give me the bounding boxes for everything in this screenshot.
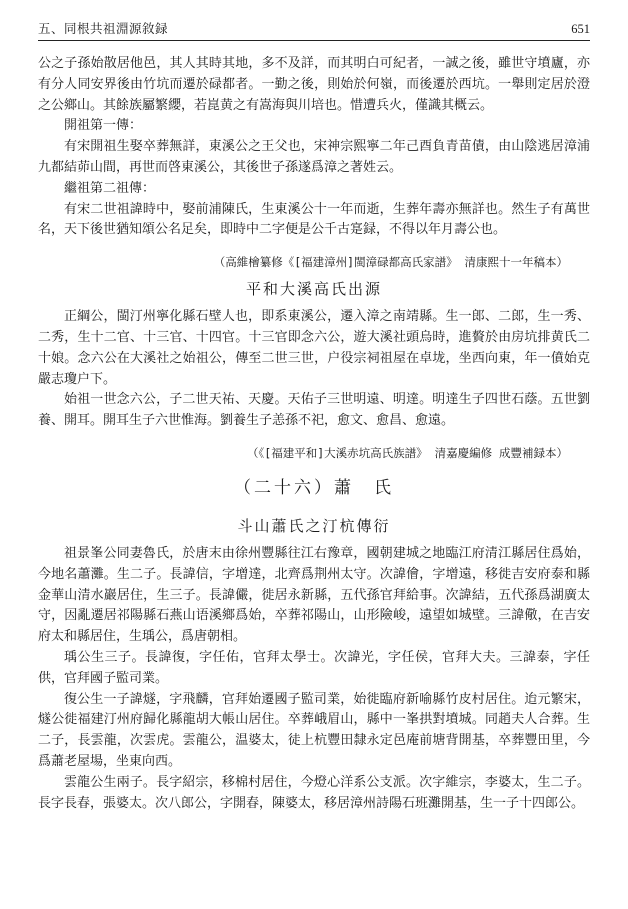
chapter-heading: （二十六）蕭 氏 xyxy=(234,477,394,498)
subheading: 開祖第一傳： xyxy=(64,118,143,134)
page-content xyxy=(38,54,590,814)
section-title: 五、同根共祖淵源敘録 xyxy=(38,21,169,36)
section-heading: 斗山蕭氏之汀杭傳衍 xyxy=(237,516,391,535)
paragraph: 雲龍公生兩子。長字紹宗，移棉村居住，今燈心洋系公支派。次字維宗，李婆太，生二子。長字長春，張婆太。次八郎公，字開春，陳婆太，移居漳州詩陽石班灘開基，生一子十四郎公。 xyxy=(38,774,590,811)
paragraph: 有宋二世祖諱時中，娶前浦陳氏，生東溪公十一年而逝，生葬年壽亦無詳也。然生子有萬世名，天下後世猶知頌公名足矣，即時中二字便是公千古寔録，不得以年月壽公也。 xyxy=(38,201,590,238)
paragraph: 正綱公，閩汀州寧化縣石壁人也，即系東溪公，遷入漳之南靖縣。生一郎、二郎，生一秀、二秀，生十二官、十三官、十四官。十三官即念六公，遊大溪社頭烏時，進贅於由房坑排黄氏二十娘。念六公在大溪社之始祖公，傳至二世三世，户役宗祠祖屋在卓垅，坐西向東，年一僨始克嚴志瓊户下。 xyxy=(38,309,590,387)
paragraph: 始祖一世念六公，子二世天祐、天慶。天佑子三世明遠、明達。明達生子四世石蔭。五世劉養、開耳。開耳生子六世惟海。劉養生子恙孫不祀，愈文、愈昌、愈遠。 xyxy=(38,392,590,429)
page-number: 651 xyxy=(571,22,590,36)
paragraph: 公之子孫始散居他邑，其人其時其地，多不及詳，而其明白可紀者，一誠之後，雖世守墳廬，亦有分人同安界後由竹坑而遷於碌都者。一勤之後，則始於何嶺，而後遷於西坑。一舉則定居於澄之公鄉山。其餘族屬繁纓，若崑黄之有嵩海與川培也。惜遭兵火，僅識其概云。 xyxy=(38,56,590,113)
subheading: 繼祖第二祖傳： xyxy=(64,180,156,196)
source-citation: （《[福建平和]大溪赤坑高氏族譜》 清嘉慶編修 成豐補録本） xyxy=(247,445,568,460)
paragraph: 復公生一子諱燧，字飛麟，官拜始遷國子監司業，始徙臨府新喻縣竹皮村居住。迨元繁宋，燧公徙福建汀州府歸化縣龍胡大帳山居住。卒葬峨眉山，縣中一峯拱對墳城。同趙夫人合葬。生二子，長雲龍，次雲虎。雲龍公，温婆太，徒上杭豐田隸永定邑庵前塘背開基，卒葬豐田里，今爲蕭老屋場，坐東向西。 xyxy=(38,691,590,769)
paragraph: 有宋開祖生娶卒葬無詳，東溪公之王父也，宋神宗熙寧二年己酉負青苗債，由山陰逃居漳浦九都結茆山間，再世而啓東溪公，其後世子孫遂爲漳之著姓云。 xyxy=(38,139,590,175)
running-header xyxy=(38,18,590,41)
paragraph: 祖景峯公同妻魯氏，於唐末由徐州豐縣往江右豫章，國朝建城之地臨江府清江縣居住爲始，今地名蕭灘。生二子。長諱信，字增達，北齊爲荆州太守。次諱儈，字增遠，移徙吉安府泰和縣金華山清水巖居住，生三子。長諱儼，徙居永新縣，五代孫官拜給事。次諱結，五代孫爲湖廣太守，因亂遷居祁陽縣石燕山语溪鄉爲始，卒葬祁陽山，山形險峻，遠望如城壁。三諱儆，在吉安府太和縣居住，生瑀公，爲唐朝相。 xyxy=(38,545,590,645)
source-citation: （高維檜纂修《[福建漳州]閩漳碌都高氏家譜》 清康熙十一年稿本） xyxy=(213,255,568,270)
paragraph: 瑀公生三子。長諱復，字任佑，官拜太學士。次諱光，字任侯，官拜大夫。三諱泰，字任供，官拜國子監司業。 xyxy=(38,649,590,686)
section-heading: 平和大溪高氏出源 xyxy=(245,280,382,299)
